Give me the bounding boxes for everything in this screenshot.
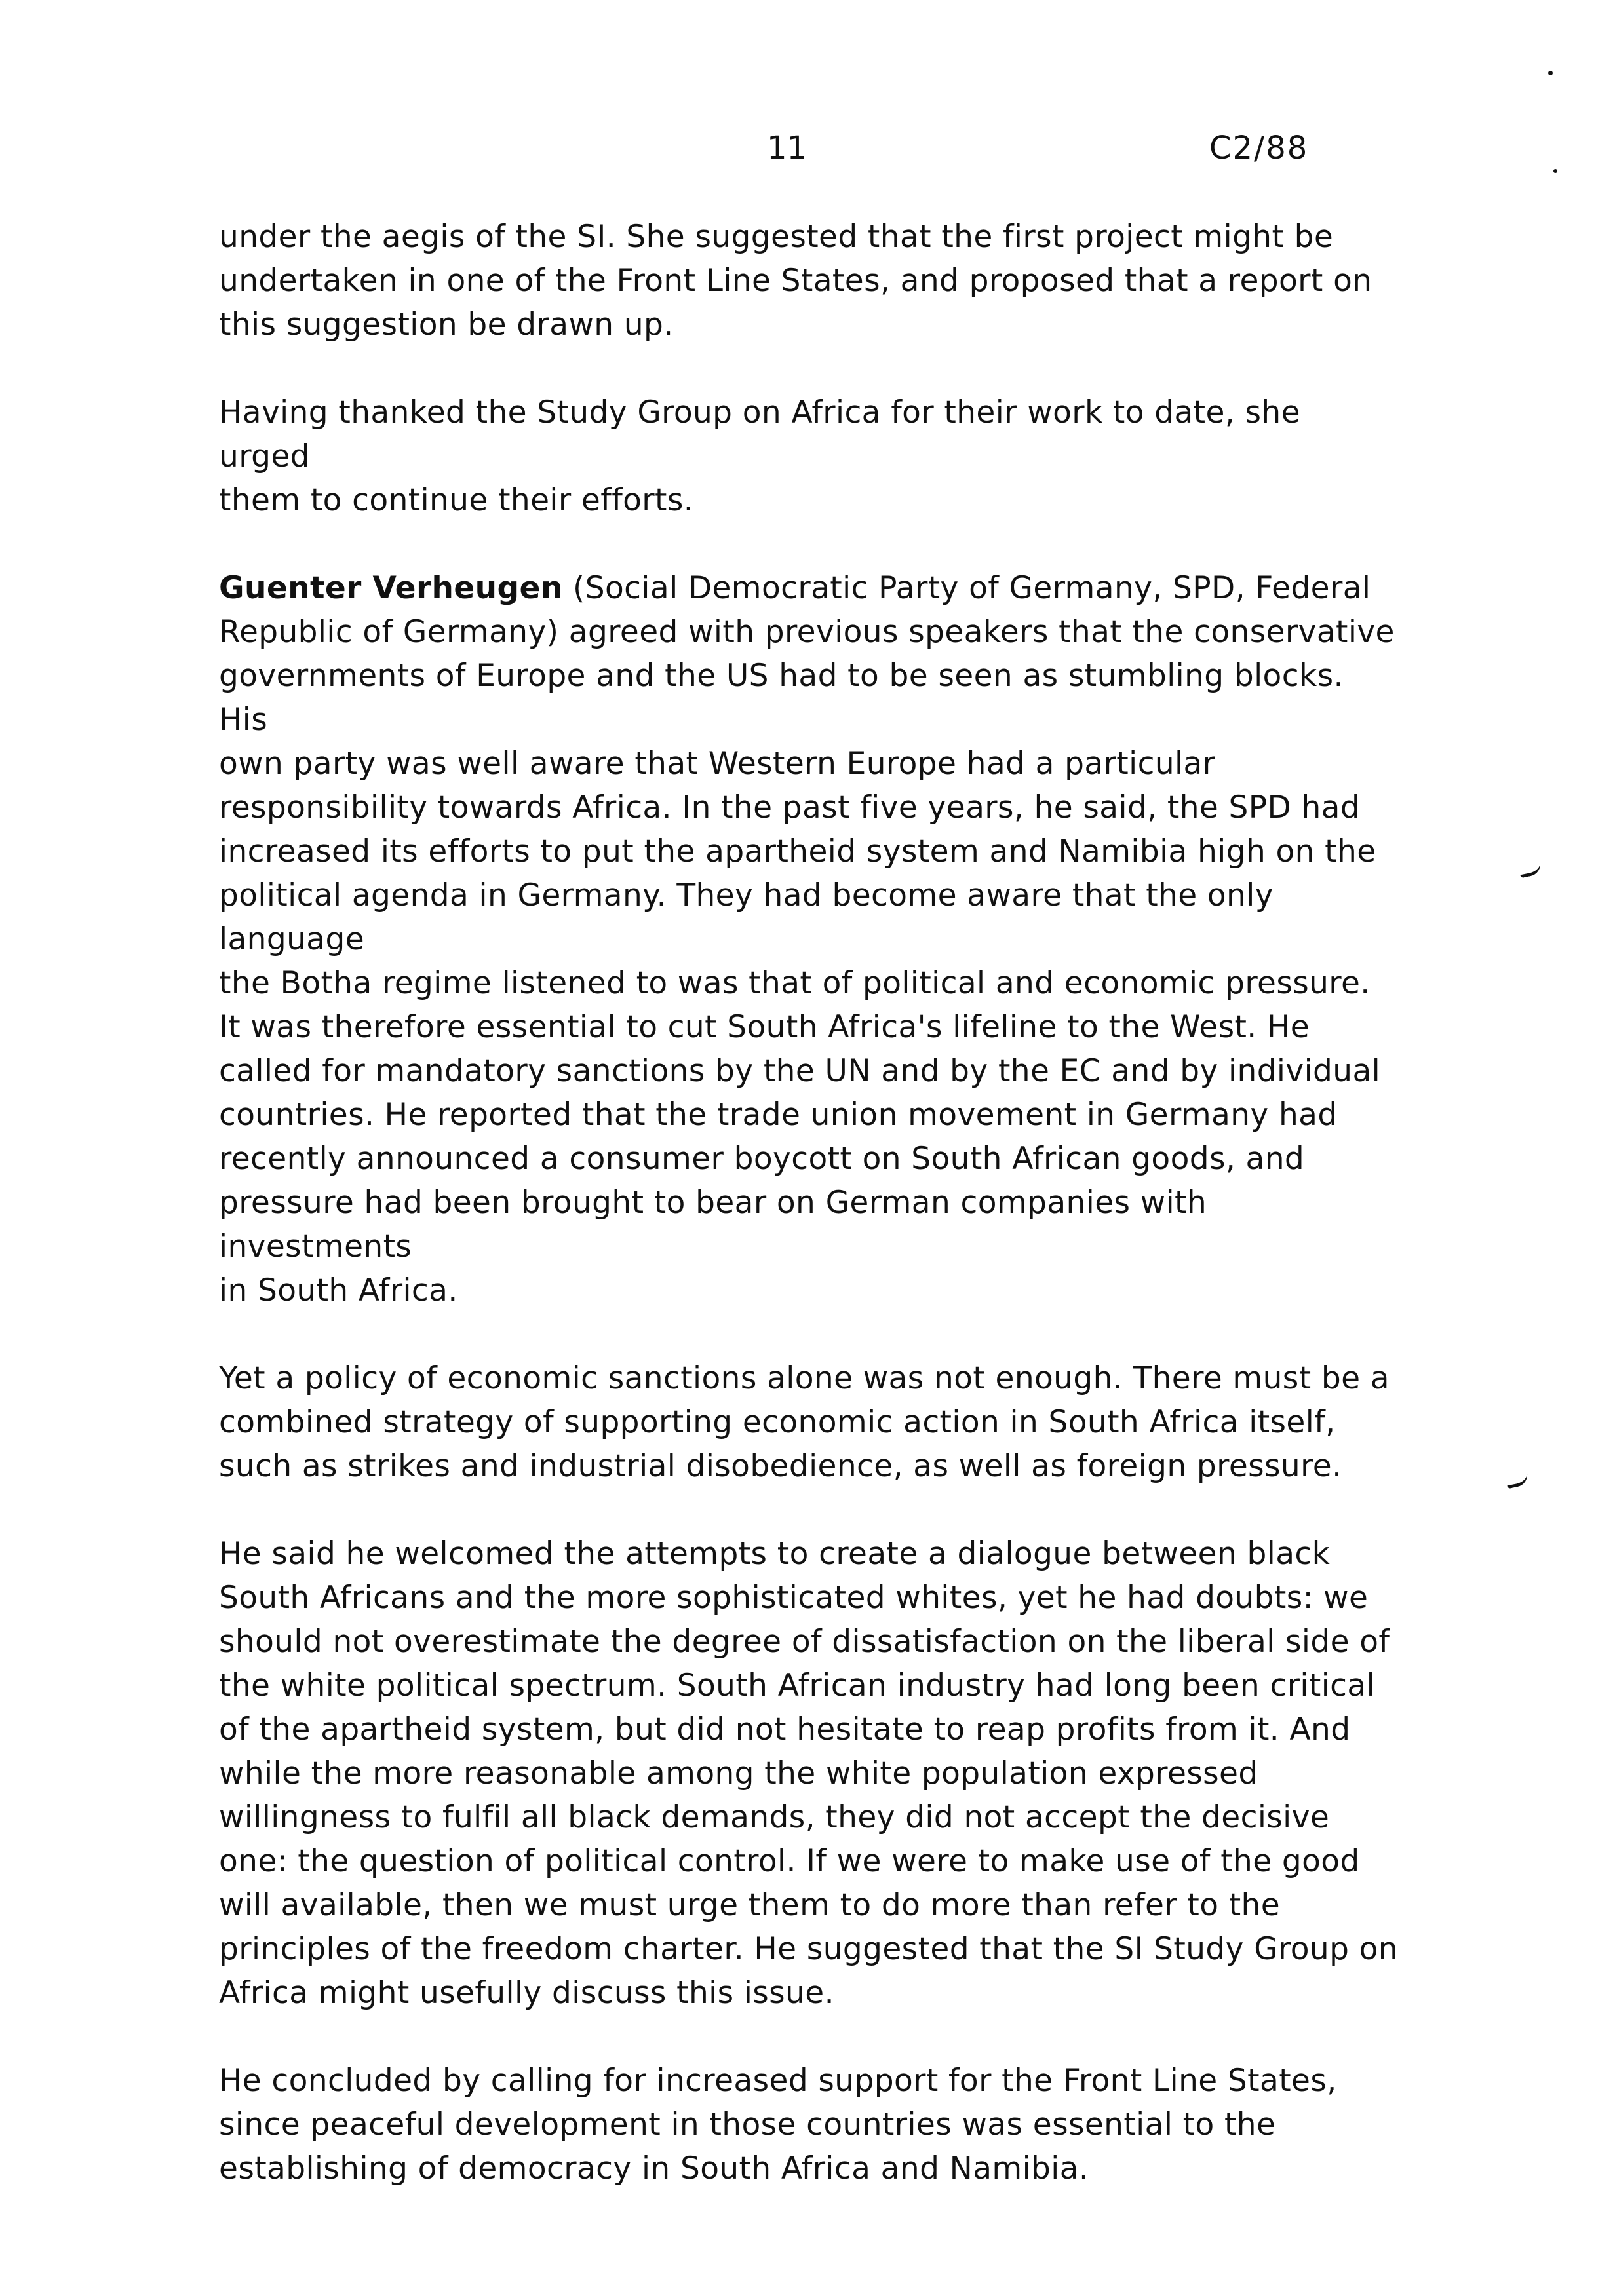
paragraph-6	[219, 2059, 1399, 2191]
paragraph-5-text: He said he welcomed the attempts to create a dialogue between black South Africans and the more sophisticated whites, yet he had doubts: we should not overestimate the degree of dissatisfaction on the liberal side of the white political spectrum. South African industry had long been critical of the apartheid system, but did not hesitate to reap profits from it. And while the more reasonable among the white population expressed willingness to fulfil all black demands, they did not accept the decisive one: the question of political control. If we were to make use of the good will available, then we must urge them to do more than refer to the principles of the freedom charter. He suggested that the SI Study Group on Africa might usefully discuss this issue.	[219, 1536, 1398, 2011]
paragraph-5	[219, 1532, 1399, 2015]
paragraph-3-text: (Social Democratic Party of Germany, SPD, Federal Republic of Germany) agreed with previous speakers that the conservative governments of Europe and the US had to be seen as stumbling blocks. His own party was well aware that Western Europe had a particular responsibility towards Africa. In the past five years, he said, the SPD had increased its efforts to put the apartheid system and Namibia high on the political agenda in Germany. They had become aware that the only language the Botha regime listened to was that of political and economic pressure. It was therefore essential to cut South Africa's lifeline to the West. He called for mandatory sanctions by the UN and by the EC and by individual countries. He reported that the trade union movement in Germany had recently announced a consumer boycott on South African goods, and pressure had been brought to bear on German companies with investments in South Africa.	[219, 570, 1395, 1309]
paragraph-4-text: Yet a policy of economic sanctions alone was not enough. There must be a combined strategy of supporting economic action in South Africa itself, such as strikes and industrial disobedience, as well as foreign pressure.	[219, 1360, 1390, 1484]
document-reference: C2/88	[1209, 130, 1309, 166]
margin-tick-mark	[1505, 1472, 1529, 1489]
paragraph-2-text: Having thanked the Study Group on Africa for their work to date, she urged them to continue their efforts.	[219, 394, 1300, 518]
page-number: 11	[767, 130, 808, 166]
speaker-name: Guenter Verheugen	[219, 570, 563, 606]
body-text	[219, 215, 1399, 2234]
scan-dot	[1548, 71, 1553, 75]
paragraph-1	[219, 215, 1399, 347]
paragraph-4	[219, 1356, 1399, 1488]
paragraph-6-text: He concluded by calling for increased support for the Front Line States, since peaceful development in those countries was essential to the establishing of democracy in South Africa and Namibia.	[219, 2063, 1337, 2187]
paragraph-2	[219, 391, 1399, 522]
paragraph-1-text: under the aegis of the SI. She suggested that the first project might be undertaken in one of the Front Line States, and proposed that a report on this suggestion be drawn up.	[219, 219, 1372, 343]
paragraph-3	[219, 566, 1399, 1312]
scan-dot	[1553, 169, 1557, 173]
margin-tick-mark	[1518, 862, 1542, 879]
